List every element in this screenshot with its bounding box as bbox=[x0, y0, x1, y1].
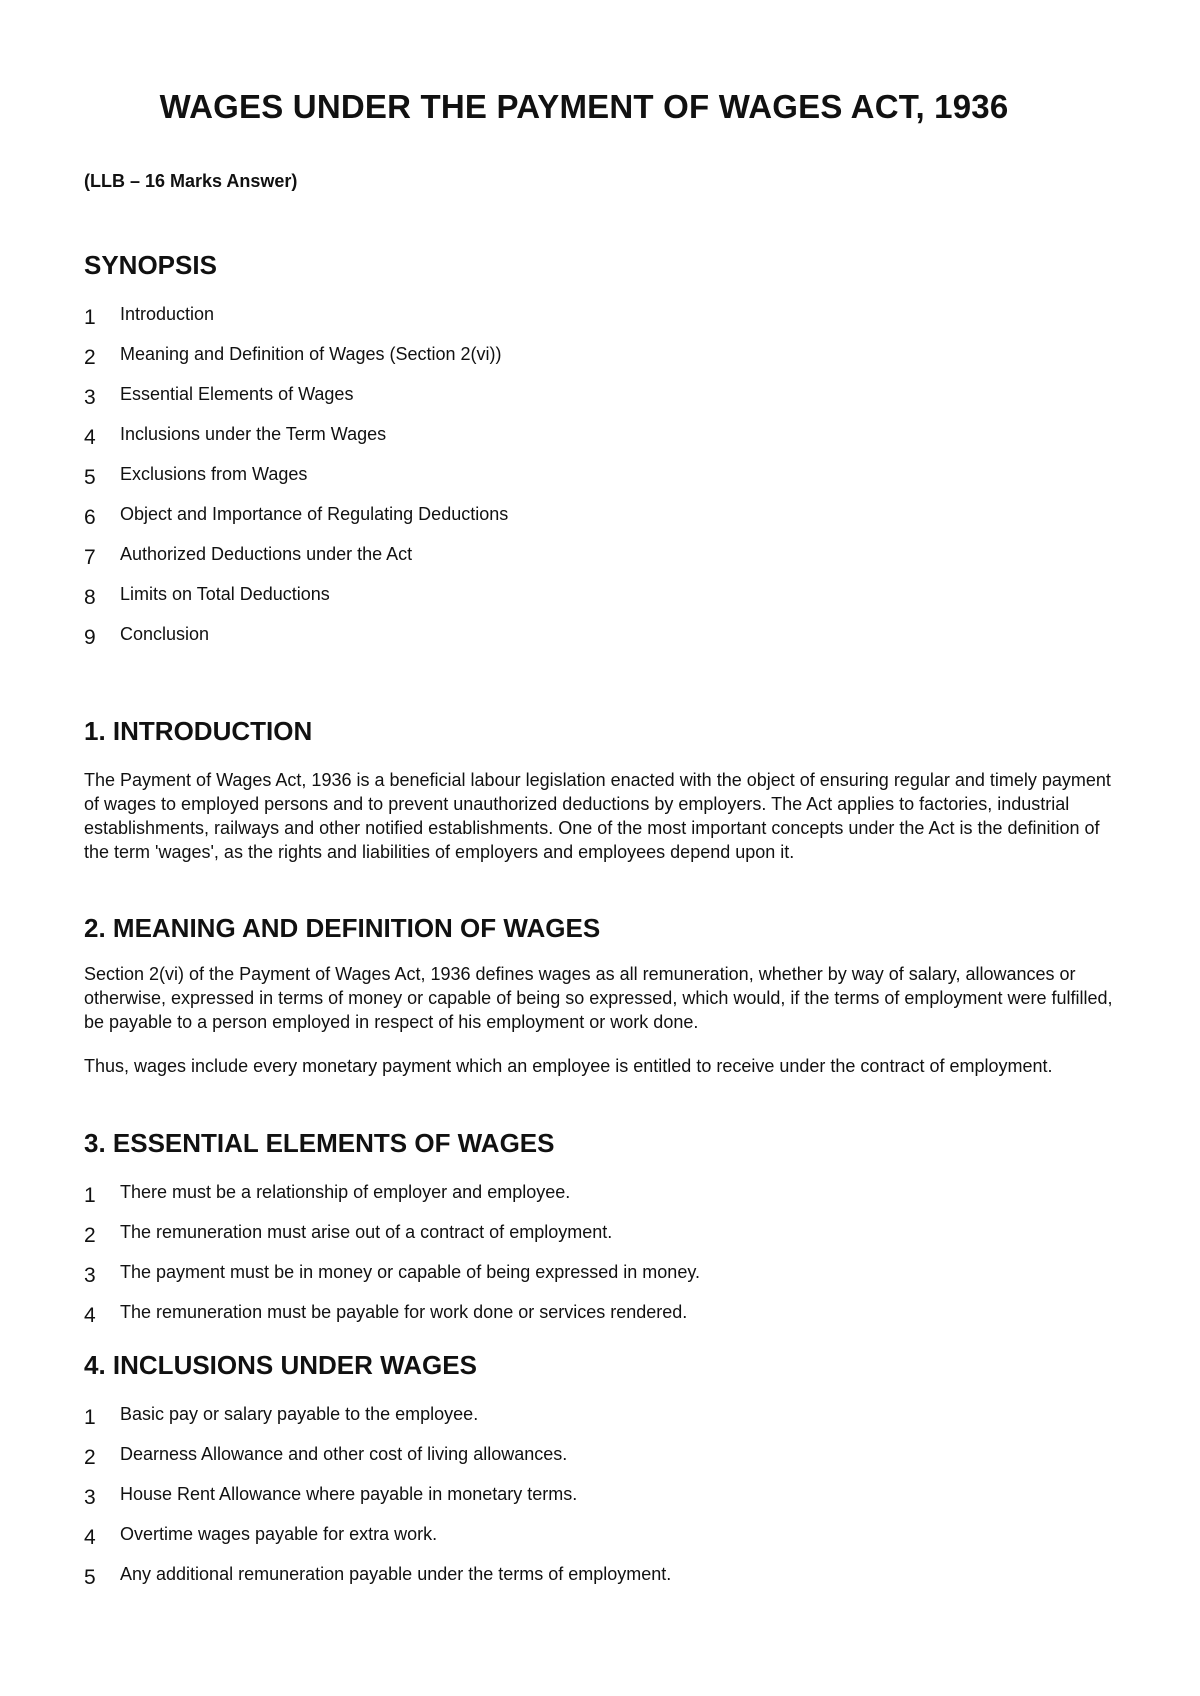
list-number: 8 bbox=[84, 586, 96, 609]
list-text: Essential Elements of Wages bbox=[120, 384, 354, 404]
inclusions-heading: 4. INCLUSIONS UNDER WAGES bbox=[84, 1350, 477, 1380]
list-number: 5 bbox=[84, 1566, 96, 1589]
list-text: Inclusions under the Term Wages bbox=[120, 424, 387, 444]
list-text: Limits on Total Deductions bbox=[120, 584, 330, 604]
elements-heading: 3. ESSENTIAL ELEMENTS OF WAGES bbox=[84, 1128, 555, 1158]
list-number: 1 bbox=[84, 1184, 96, 1207]
document-subtitle: (LLB – 16 Marks Answer) bbox=[84, 171, 298, 191]
list-text: Dearness Allowance and other cost of living allowances. bbox=[120, 1444, 568, 1464]
meaning-paragraph-2: Thus, wages include every monetary payment which an employee is entitled to receive under the contract of employment. bbox=[84, 1056, 1053, 1076]
list-text: Meaning and Definition of Wages (Section 2(vi)) bbox=[120, 344, 502, 364]
list-number: 1 bbox=[84, 1406, 96, 1429]
list-number: 3 bbox=[84, 1486, 96, 1509]
list-text: Overtime wages payable for extra work. bbox=[120, 1524, 438, 1544]
meaning-paragraph-1: Section 2(vi) of the Payment of Wages Act, 1936 defines wages as all remuneration, whether by way of salary, allowances or otherwise, expressed in terms of money or capable of being so expressed, which would, if the terms of employment were fulfilled, be payable to a person employed in respect of his employment or work done. bbox=[84, 964, 1113, 1032]
list-text: Conclusion bbox=[120, 624, 210, 644]
list-number: 4 bbox=[84, 426, 96, 449]
list-text: Object and Importance of Regulating Deductions bbox=[120, 504, 509, 524]
list-number: 4 bbox=[84, 1304, 96, 1327]
list-text: The payment must be in money or capable of being expressed in money. bbox=[120, 1262, 700, 1282]
introduction-paragraph: The Payment of Wages Act, 1936 is a beneficial labour legislation enacted with the object of ensuring regular and timely payment of wages to employed persons and to prevent unauthorized deductions by employers. The Act applies to factories, industrial establishments, railways and other notified establishments. One of the most important concepts under the Act is the definition of the term 'wages', as the rights and liabilities of employers and employees depend upon it. bbox=[84, 770, 1111, 862]
list-text: Basic pay or salary payable to the employee. bbox=[120, 1404, 479, 1424]
list-text: House Rent Allowance where payable in monetary terms. bbox=[120, 1484, 578, 1504]
list-number: 2 bbox=[84, 1224, 96, 1247]
document-title: WAGES UNDER THE PAYMENT OF WAGES ACT, 1936 bbox=[159, 88, 1009, 125]
list-text: Any additional remuneration payable under the terms of employment. bbox=[120, 1564, 672, 1584]
list-text: The remuneration must be payable for work done or services rendered. bbox=[120, 1302, 688, 1322]
list-text: Exclusions from Wages bbox=[120, 464, 308, 484]
list-number: 2 bbox=[84, 346, 96, 369]
list-text: Authorized Deductions under the Act bbox=[120, 544, 413, 564]
synopsis-heading: SYNOPSIS bbox=[84, 250, 217, 280]
list-number: 7 bbox=[84, 546, 96, 569]
list-number: 4 bbox=[84, 1526, 96, 1549]
list-text: There must be a relationship of employer and employee. bbox=[120, 1182, 571, 1202]
list-text: Introduction bbox=[120, 304, 215, 324]
list-number: 3 bbox=[84, 1264, 96, 1287]
list-text: The remuneration must arise out of a contract of employment. bbox=[120, 1222, 613, 1242]
list-number: 2 bbox=[84, 1446, 96, 1469]
list-number: 3 bbox=[84, 386, 96, 409]
list-number: 6 bbox=[84, 506, 96, 529]
meaning-heading: 2. MEANING AND DEFINITION OF WAGES bbox=[84, 913, 601, 943]
list-number: 5 bbox=[84, 466, 96, 489]
list-number: 1 bbox=[84, 306, 96, 329]
list-number: 9 bbox=[84, 626, 96, 649]
introduction-heading: 1. INTRODUCTION bbox=[84, 716, 313, 746]
